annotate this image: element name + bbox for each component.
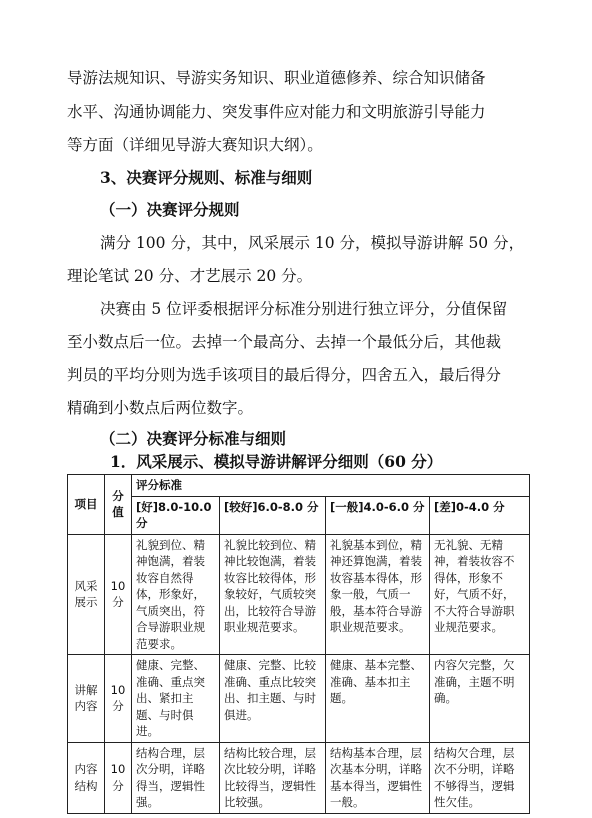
band-good: [好]8.0-10.0 分 — [132, 496, 220, 534]
para2-line-4: 精确到小数点后两位数字。 — [67, 399, 254, 417]
criteria-cell: 礼貌基本到位，精神还算饱满，着装妆容基本得体，形象一般，气质一般，基本符合导游职业规范要求。 — [326, 534, 430, 655]
intro-line-2: 水平、沟通协调能力、突发事件应对能力和文明旅游引导能力 — [67, 103, 486, 121]
table-row — [68, 534, 530, 655]
para2-line-2: 至小数点后一位。去掉一个最高分、去掉一个最低分后，其他裁 — [67, 333, 502, 351]
table-header-row — [68, 475, 530, 497]
criteria-cell: 健康、基本完整、准确、基本扣主题。 — [326, 655, 430, 743]
para1-line-1: 满分 100 分，其中，风采展示 10 分，模拟导游讲解 50 分， — [100, 234, 525, 252]
intro-line-1: 导游法规知识、导游实务知识、职业道德修养、综合知识储备 — [67, 69, 486, 87]
header-criteria: 评分标准 — [132, 475, 530, 497]
criteria-cell: 结构比较合理，层次比较分明，详略比较得当，逻辑性比较强。 — [220, 742, 326, 813]
header-score: 分值 — [105, 475, 132, 535]
row-score: 10 分 — [105, 742, 132, 813]
criteria-cell: 结构基本合理，层次基本分明，详略基本得当，逻辑性一般。 — [326, 742, 430, 813]
table-row — [68, 655, 530, 743]
intro-line-3: 等方面（详细见导游大赛知识大纲）。 — [67, 136, 323, 154]
header-item: 项目 — [68, 475, 105, 535]
para1-line-2: 理论笔试 20 分、才艺展示 20 分。 — [67, 267, 313, 285]
row-score: 10 分 — [105, 655, 132, 743]
criteria-cell: 结构欠合理，层次不分明，详略不够得当，逻辑性欠佳。 — [430, 742, 530, 813]
row-item-label: 内容结构 — [68, 742, 105, 813]
scoring-table — [67, 474, 530, 814]
criteria-cell: 礼貌比较到位、精神比较饱满，着装妆容比较得体，形象较好，气质较突出，比较符合导游职业规范要求。 — [220, 534, 326, 655]
subsection-2-heading: （二）决赛评分标准与细则 — [100, 429, 287, 448]
criteria-cell: 内容欠完整，欠准确，主题不明确。 — [430, 655, 530, 743]
table-band-row — [68, 496, 530, 534]
table-row — [68, 742, 530, 813]
criteria-cell: 健康、完整、准确、重点突出、紧扣主题、与时俱进。 — [132, 655, 220, 743]
section-3-heading: 3、决赛评分规则、标准与细则 — [100, 168, 313, 187]
criteria-cell: 健康、完整、比较准确、重点比较突出、扣主题、与时俱进。 — [220, 655, 326, 743]
criteria-cell: 无礼貌、无精神，着装妆容不得体，形象不好，气质不好，不大符合导游职业规范要求。 — [430, 534, 530, 655]
subsection-1-heading: （一）决赛评分规则 — [100, 200, 240, 219]
criteria-cell: 礼貌到位、精神饱满，着装妆容自然得体，形象好，气质突出，符合导游职业规范要求。 — [132, 534, 220, 655]
criteria-cell: 结构合理，层次分明，详略得当，逻辑性强。 — [132, 742, 220, 813]
band-poor: [差]0-4.0 分 — [430, 496, 530, 534]
para2-line-1: 决赛由 5 位评委根据评分标准分别进行独立评分，分值保留 — [100, 300, 508, 318]
table-title: 1．风采展示、模拟导游讲解评分细则（60 分） — [110, 452, 443, 471]
band-fairly-good: [较好]6.0-8.0 分 — [220, 496, 326, 534]
row-item-label: 风采展示 — [68, 534, 105, 655]
row-score: 10 分 — [105, 534, 132, 655]
band-average: [一般]4.0-6.0 分 — [326, 496, 430, 534]
para2-line-3: 判员的平均分则为选手该项目的最后得分，四舍五入，最后得分 — [67, 366, 502, 384]
row-item-label: 讲解内容 — [68, 655, 105, 743]
